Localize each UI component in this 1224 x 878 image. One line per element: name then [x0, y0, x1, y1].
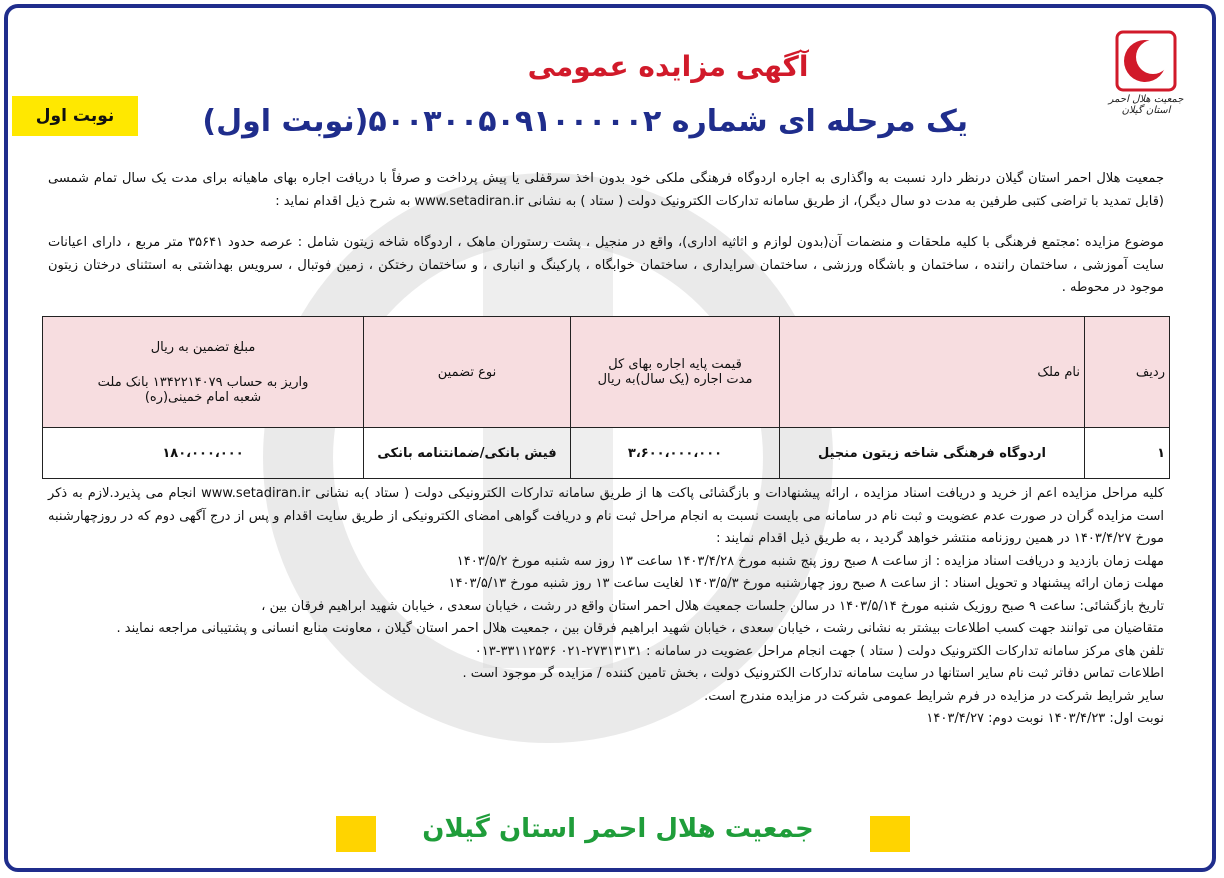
auction-table: [42, 316, 1170, 479]
cell-property-name: اردوگاه فرهنگی شاخه زیتون منجیل: [780, 428, 1085, 479]
cell-row-number: ۱: [1085, 428, 1170, 479]
support-phones-line: تلفن های مرکز سامانه تدارکات الکترونیک دولت ( ستاد ) جهت انجام مراحل عضویت در سامانه : ۲۷۳۱۳۱۳۱-۰۲۱ ۳۳۱۱۲۵۳۶-۰۱۳: [474, 643, 1164, 659]
other-conditions-line: سایر شرایط شرکت در مزایده در فرم شرایط عمومی شرکت در مزایده مندرج است.: [704, 688, 1164, 704]
red-crescent-logo: [1086, 30, 1206, 150]
cell-base-price: ۳،۶۰۰،۰۰۰،۰۰۰: [571, 428, 780, 479]
auction-details: [48, 483, 1164, 731]
submission-deadline-line: مهلت زمان ارائه پیشنهاد و تحویل اسناد : از ساعت ۸ صبح روز چهارشنبه مورخ ۱۴۰۳/۵/۳ لغایت ساعت ۱۳ روز شنبه مورخ ۱۴۰۳/۵/۱۳: [448, 576, 1164, 591]
auction-subject-paragraph: موضوع مزایده :مجتمع فرهنگی با کلیه ملحقات و منضمات آن(بدون لوازم و اثاثیه اداری)، واقع در منجیل ، پشت رستوران ماهک ، اردوگاه شاخه زیتون شامل : عرصه حدود ۳۵۶۴۱ متر مربع ، دارای اعیانات سایت آموزشی ، ساختمان راننده ، ساختمان و باشگاه ورزشی ، ساختمان سرایداری ، ساختمان خوابگاه ، پارکینگ و انباری ، و ساختمان رختکن ، زمین فوتبال ، سرویس بهداشتی به استثنای درختان زیتون موجود در محوطه .: [48, 235, 1164, 295]
header-base-price-line1: قیمت پایه اجاره بهای کل: [608, 357, 742, 372]
opening-date-line: تاریخ بازگشائی: ساعت ۹ صبح روزیک شنبه مورخ ۱۴۰۳/۵/۱۴ در سالن جلسات جمعیت هلال احمر استان واقع در رشت ، خیابان سعدی ، خیابان شهید ابراهیم فرقان بین ،: [261, 598, 1164, 614]
footer: [8, 814, 1212, 854]
info-address-line: متقاضیان می توانند جهت کسب اطلاعات بیشتر به نشانی رشت ، خیابان سعدی ، خیابان شهید ابراهیم فرقان بین ، جمعیت هلال احمر استان گیلان ، معاونت منابع انسانی و پشتیبانی مراجعه نمایند .: [116, 621, 1164, 636]
first-publication-badge: نوبت اول: [12, 96, 138, 136]
header-guarantee-amount: [43, 317, 364, 428]
header-property-name: نام ملک: [780, 317, 1085, 428]
header-base-price-line2: مدت اجاره (یک سال)به ریال: [597, 372, 753, 387]
header-guarantee-line1: مبلغ تضمین به ریال: [150, 339, 256, 355]
notice-frame: [4, 4, 1216, 872]
notice-title: آگهی مزایده عمومی: [527, 50, 809, 83]
table-row: [43, 428, 1170, 479]
cell-guarantee-amount: ۱۸۰،۰۰۰،۰۰۰: [43, 428, 364, 479]
footer-square-left: [336, 816, 376, 852]
logo-province: استان گیلان: [1121, 105, 1171, 116]
header-row-number: ردیف: [1085, 317, 1170, 428]
other-provinces-line: اطلاعات تماس دفاتر ثبت نام سایر استانها در سایت سامانه تدارکات الکترونیک دولت ، بخش تامین کننده / مزایده گر موجود است .: [462, 666, 1164, 681]
header-guarantee-line3: شعبه امام خمینی(ره): [144, 389, 262, 405]
intro-paragraph: جمعیت هلال احمر استان گیلان درنظر دارد نسبت به واگذاری به اجاره اردوگاه فرهنگی ملکی خود بدون اخذ سرقفلی یا پیش پرداخت و صرفاً با دریافت اجاره بهای ماهیانه برای مدت یک سال تمام شمسی (قابل تمدید با تراضی کتبی طرفین به مدت دو سال دیگر)، از طریق سامانه تدارکات الکترونیک دولت ( ستاد ) به نشانی www.setadiran.ir به شرح ذیل اقدام نماید :: [48, 171, 1164, 209]
header-guarantee-type: نوع تضمین: [364, 317, 571, 428]
logo-org-name: جمعیت هلال احمر: [1108, 94, 1184, 105]
table-header-row: [43, 317, 1170, 428]
red-crescent-icon: [1115, 30, 1177, 92]
visit-deadline-line: مهلت زمان بازدید و دریافت اسناد مزایده : از ساعت ۸ صبح روز پنج شنبه مورخ ۱۴۰۳/۴/۲۸ ساعت ۱۳ روز سه شنبه مورخ ۱۴۰۳/۵/۲: [456, 553, 1164, 569]
header-guarantee-line2: واریز به حساب ۱۳۴۲۲۱۴۰۷۹ بانک ملت: [97, 374, 309, 390]
footer-square-right: [870, 816, 910, 852]
procedure-paragraph: کلیه مراحل مزایده اعم از خرید و دریافت اسناد مزایده ، ارائه پیشنهادات و بازگشائی پاکت ها از طریق سامانه تدارکات الکترونیکی دولت ( ستاد )به نشانی www.setadiran.ir انجام می پذیرد.لازم به ذکر است مزایده گران در صورت عدم عضویت و ثبت نام در سامانه می بایست نسبت به انجام مراحل ثبت نام و دریافت گواهی امضای الکترونیکی از طریق سایت اقدام و پس از درج آگهی دوم که در روزچهارشنبه مورخ ۱۴۰۳/۴/۲۷ در همین روزنامه منتشر خواهد گردید ، به طریق ذیل اقدام نمایند :: [48, 486, 1164, 546]
auction-number-title: یک مرحله ای شماره ۵۰۰۳۰۰۵۰۹۱۰۰۰۰۰۲(نوبت اول): [202, 104, 968, 139]
header-base-price: [571, 317, 780, 428]
cell-guarantee-type: فیش بانکی/ضمانتنامه بانکی: [364, 428, 571, 479]
footer-org-name: جمعیت هلال احمر استان گیلان: [422, 814, 814, 844]
publication-dates-line: نوبت اول: ۱۴۰۳/۴/۲۳ نوبت دوم: ۱۴۰۳/۴/۲۷: [926, 711, 1164, 726]
